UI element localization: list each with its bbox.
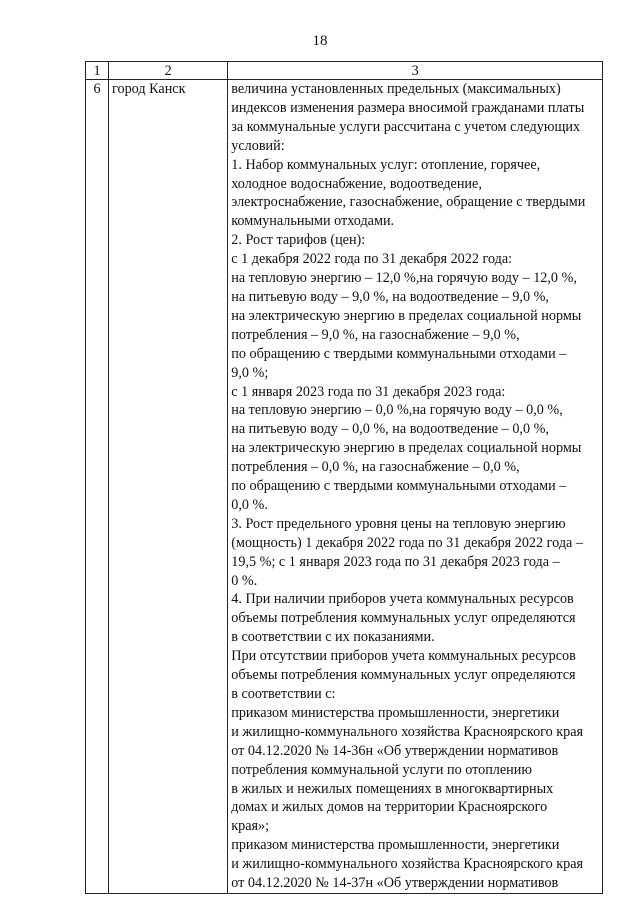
- table-header-row: [86, 62, 603, 80]
- text-line: с 1 декабря 2022 года по 31 декабря 2022 года:: [231, 251, 513, 268]
- text-line: 4. При наличии приборов учета коммунальных ресурсов: [231, 591, 574, 608]
- city-cell: город Канск: [109, 80, 228, 894]
- document-table: [85, 61, 603, 894]
- text-line: за коммунальные услуги рассчитана с учетом следующих: [231, 118, 581, 135]
- conditions-cell: [228, 80, 603, 894]
- text-line: в соответствии с:: [231, 686, 336, 702]
- text-line: 2. Рост тарифов (цен):: [231, 232, 366, 249]
- text-line: по обращению с твердыми коммунальными отходами –: [231, 345, 567, 362]
- text-line: условий:: [231, 137, 285, 154]
- text-line: 9,0 %;: [231, 364, 269, 381]
- text-line: по обращению с твердыми коммунальными отходами –: [231, 478, 567, 495]
- text-line: приказом министерства промышленности, энергетики: [231, 704, 560, 721]
- text-line: на питьевую воду – 0,0 %, на водоотведение – 0,0 %,: [231, 421, 549, 438]
- text-line: приказом министерства промышленности, энергетики: [231, 837, 560, 854]
- text-line: 0 %.: [231, 572, 258, 589]
- text-line: 3. Рост предельного уровня цены на тепловую энергию: [231, 515, 566, 532]
- text-line: потребления – 0,0 %, на газоснабжение – 0,0 %,: [231, 459, 520, 476]
- text-line: на электрическую энергию в пределах социальной нормы: [231, 440, 582, 457]
- text-line: потребления коммунальной услуги по отоплению: [231, 761, 532, 778]
- column-header-1: 1: [86, 62, 109, 80]
- text-line: от 04.12.2020 № 14-36н «Об утверждении нормативов: [231, 742, 559, 759]
- text-line: объемы потребления коммунальных услуг определяются: [231, 610, 576, 627]
- row-number-cell: 6: [86, 80, 109, 894]
- text-line: на питьевую воду – 9,0 %, на водоотведение – 9,0 %,: [231, 288, 549, 305]
- text-line: на тепловую энергию – 0,0 %,на горячую воду – 0,0 %,: [231, 402, 563, 419]
- page-number: 18: [312, 33, 328, 49]
- text-line: индексов изменения размера вносимой гражданами платы: [231, 99, 585, 116]
- text-line: от 04.12.2020 № 14-37н «Об утверждении нормативов: [231, 875, 559, 892]
- text-line: края»;: [231, 818, 270, 835]
- column-header-3: 3: [228, 62, 603, 80]
- text-line: электроснабжение, газоснабжение, обращение с твердыми: [231, 194, 586, 211]
- text-line: величина установленных предельных (максимальных): [231, 81, 561, 97]
- text-line: на электрическую энергию в пределах социальной нормы: [231, 307, 582, 324]
- text-line: 1. Набор коммунальных услуг: отопление, горячее,: [231, 156, 541, 173]
- text-line: 19,5 %; с 1 января 2023 года по 31 декабря 2023 года –: [231, 553, 560, 570]
- table-row: [86, 80, 603, 894]
- column-header-2: 2: [109, 62, 228, 80]
- text-line: с 1 января 2023 года по 31 декабря 2023 года:: [231, 383, 506, 400]
- text-line: потребления – 9,0 %, на газоснабжение – 9,0 %,: [231, 326, 520, 343]
- text-line: 0,0 %.: [231, 496, 268, 513]
- text-line: и жилищно-коммунального хозяйства Красноярского края: [231, 856, 584, 873]
- text-line: При отсутствии приборов учета коммунальных ресурсов: [231, 648, 576, 665]
- text-line: холодное водоснабжение, водоотведение,: [231, 175, 482, 192]
- text-line: на тепловую энергию – 12,0 %,на горячую воду – 12,0 %,: [231, 270, 577, 287]
- text-line: (мощность) 1 декабря 2022 года по 31 декабря 2022 года –: [231, 534, 583, 551]
- text-line: объемы потребления коммунальных услуг определяются: [231, 667, 576, 684]
- text-line: в соответствии с их показаниями.: [231, 629, 435, 646]
- text-line: домах и жилых домов на территории Красноярского: [231, 799, 548, 816]
- text-line: коммунальными отходами.: [231, 213, 395, 230]
- text-line: в жилых и нежилых помещениях в многоквартирных: [231, 780, 554, 797]
- text-line: и жилищно-коммунального хозяйства Красноярского края: [231, 723, 584, 740]
